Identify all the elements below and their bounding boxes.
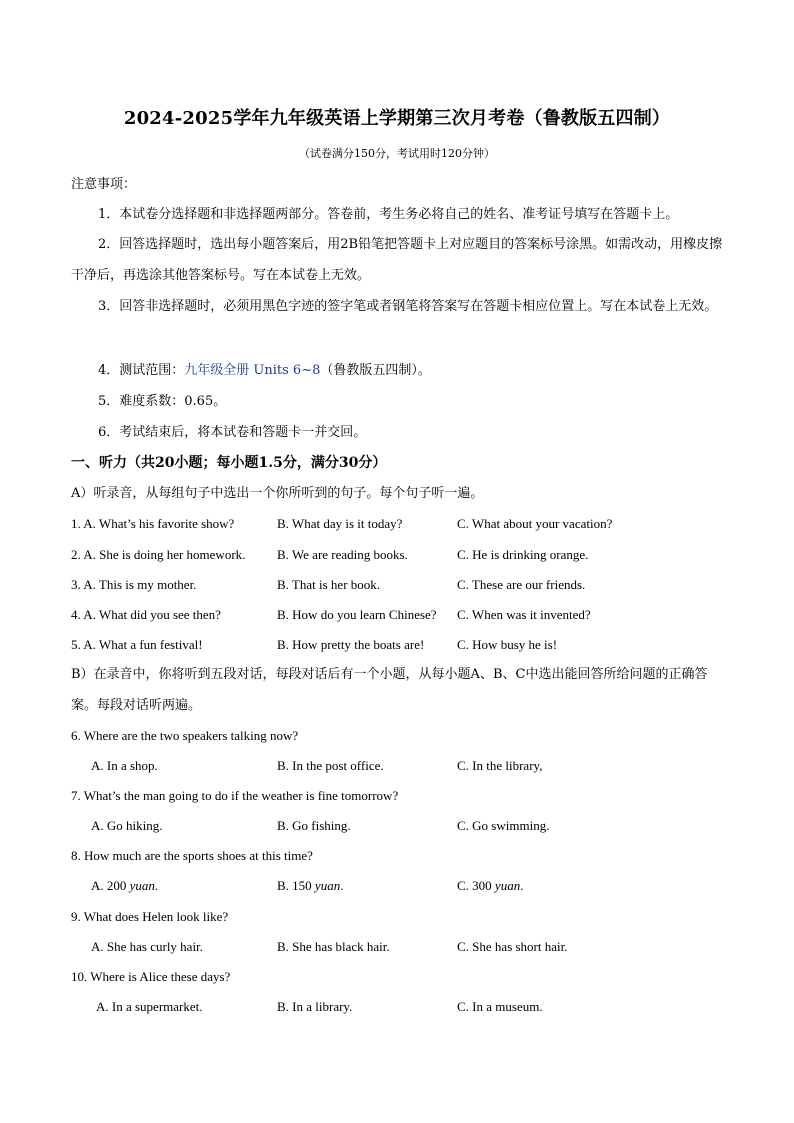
q10-option-a: A. In a supermarket. [96,999,203,1014]
note-item-4 [98,362,431,380]
q8-c-text: C. 300 [457,878,495,893]
q1-option-a: 1. A. What’s his favorite show? [71,516,235,531]
note-item-3: 3．回答非选择题时，必须用黑色字迹的签字笔或者钢笔将答案写在答题卡相应位置上。写在本试卷上无效。 [98,299,718,314]
q8-a-dot: . [154,878,159,893]
q9-option-a: A. She has curly hair. [91,939,203,954]
q8-c-unit: yuan [494,878,521,893]
q6-option-b: B. In the post office. [277,758,384,773]
q4-option-b: B. How do you learn Chinese? [277,607,437,622]
q7-option-a: A. Go hiking. [91,818,163,833]
q5-option-b: B. How pretty the boats are! [277,637,425,652]
q5-option-a: 5. A. What a fun festival! [71,637,203,652]
section-listening-heading: 一、听力（共20小题；每小题1.5分，满分30分） [71,455,387,471]
note-item-5: 5．难度系数：0.65。 [98,394,227,409]
q7-option-c: C. Go swimming. [457,818,550,833]
q8-option-c [457,877,523,895]
q9-option-b: B. She has black hair. [277,939,390,954]
q6-option-a: A. In a shop. [91,758,158,773]
q9-stem: 9. What does Helen look like? [71,909,229,924]
note-item-4-prefix: 4．测试范围： [98,363,185,378]
q8-option-a [91,877,158,895]
q6-stem: 6. Where are the two speakers talking now? [71,728,299,743]
q7-option-b: B. Go fishing. [277,818,351,833]
q8-c-dot: . [520,878,524,893]
note-item-1: 1．本试卷分选择题和非选择题两部分。答卷前，考生务必将自己的姓名、准考证号填写在答题卡上。 [98,207,679,222]
q9-option-c: C. She has short hair. [457,939,568,954]
q3-option-c: C. These are our friends. [457,577,586,592]
q8-b-dot: . [340,878,344,893]
q2-option-a: 2. A. She is doing her homework. [71,547,246,562]
q6-option-c: C. In the library, [457,758,543,773]
q2-option-b: B. We are reading books. [277,547,408,562]
q8-a-unit: yuan [129,878,155,893]
q7-stem: 7. What’s the man going to do if the weather is fine tomorrow? [71,788,399,803]
q8-a-text: A. 200 [91,878,130,893]
part-a-instruction: A）听录音，从每组句子中选出一个你所听到的句子。每个句子听一遍。 [71,486,484,501]
q3-option-a: 3. A. This is my mother. [71,577,197,592]
q2-option-c: C. He is drinking orange. [457,547,589,562]
q3-option-b: B. That is her book. [277,577,381,592]
q10-option-b: B. In a library. [277,999,353,1014]
q4-option-a: 4. A. What did you see then? [71,607,221,622]
note-item-4-range: 九年级全册 Units 6~8 [184,363,321,378]
q1-option-b: B. What day is it today? [277,516,403,531]
q5-option-c: C. How busy he is! [457,637,558,652]
page-subtitle: （试卷满分150分，考试用时120分钟） [299,147,495,160]
q8-stem: 8. How much are the sports shoes at this time? [71,848,313,863]
note-item-4-suffix: （鲁教版五四制）。 [320,363,431,378]
q10-option-c: C. In a museum. [457,999,543,1014]
page-title: 2024-2025学年九年级英语上学期第三次月考卷（鲁教版五四制） [123,108,671,129]
q8-b-unit: yuan [314,878,341,893]
notes-heading: 注意事项： [71,177,137,192]
part-b-instruction: B）在录音中，你将听到五段对话，每段对话后有一个小题，从每小题A、B、C中选出能回答所给问题的正确答案。每段对话听两遍。 [71,667,708,713]
q1-option-c: C. What about your vacation? [457,516,613,531]
q4-option-c: C. When was it invented? [457,607,591,622]
note-item-6: 6．考试结束后，将本试卷和答题卡一并交回。 [98,425,367,440]
q8-b-text: B. 150 [277,878,315,893]
note-item-2: 2．回答选择题时，选出每小题答案后，用2B铅笔把答题卡上对应题目的答案标号涂黑。如需改动，用橡皮擦干净后，再选涂其他答案标号。写在本试卷上无效。 [71,237,723,283]
q8-option-b [277,877,343,895]
q10-stem: 10. Where is Alice these days? [71,969,231,984]
